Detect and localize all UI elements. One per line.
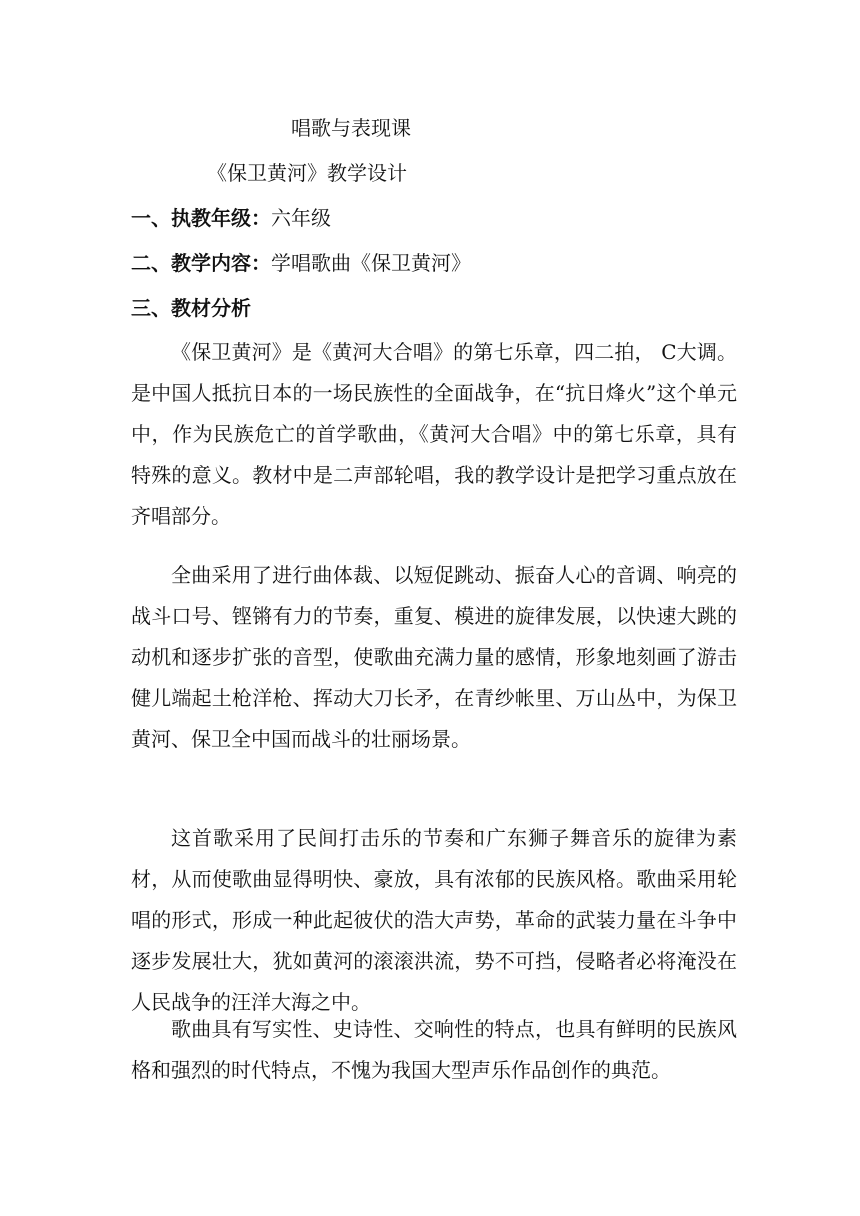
- section-content-value: 学唱歌曲《保卫黄河》: [271, 251, 471, 275]
- title-line-1: 唱歌与表现课: [291, 116, 411, 140]
- section-grade-label: 一、执教年级：: [131, 206, 271, 230]
- section-grade: [131, 206, 331, 230]
- section-content: [131, 251, 471, 275]
- section-content-label: 二、教学内容：: [131, 251, 271, 275]
- paragraph-2: 全曲采用了进行曲体裁、以短促跳动、振奋人心的音调、响亮的战斗口号、铿锵有力的节奏，重复、模进的旋律发展，以快速大跳的动机和逐步扩张的音型，使歌曲充满力量的感情，形象地刻画了游击健儿端起土枪洋枪、挥动大刀长矛，在青纱帐里、万山丛中，为保卫黄河、保卫全中国而战斗的壮丽场景。: [131, 563, 737, 751]
- paragraph-1: 《保卫黄河》是《黄河大合唱》的第七乐章，四二拍， C大调。是中国人抵抗日本的一场民族性的全面战争，在“抗日烽火”这个单元中，作为民族危亡的首学歌曲，《黄河大合唱》中的第七乐章，具有特殊的意义。教材中是二声部轮唱，我的教学设计是把学习重点放在齐唱部分。: [131, 340, 737, 528]
- section-analysis: [131, 296, 251, 320]
- title-line-2: 《保卫黄河》教学设计: [207, 161, 407, 185]
- section-grade-value: 六年级: [271, 206, 331, 230]
- section-analysis-label: 三、教材分析: [131, 296, 251, 320]
- paragraph-4: 歌曲具有写实性、史诗性、交响性的特点，也具有鲜明的民族风格和强烈的时代特点，不愧为我国大型声乐作品创作的典范。: [131, 1017, 737, 1082]
- paragraph-3: 这首歌采用了民间打击乐的节奏和广东狮子舞音乐的旋律为素材，从而使歌曲显得明快、豪放，具有浓郁的民族风格。歌曲采用轮唱的形式，形成一种此起彼伏的浩大声势，革命的武装力量在斗争中逐步发展壮大，犹如黄河的滚滚洪流，势不可挡，侵略者必将淹没在人民战争的汪洋大海之中。: [131, 826, 737, 1014]
